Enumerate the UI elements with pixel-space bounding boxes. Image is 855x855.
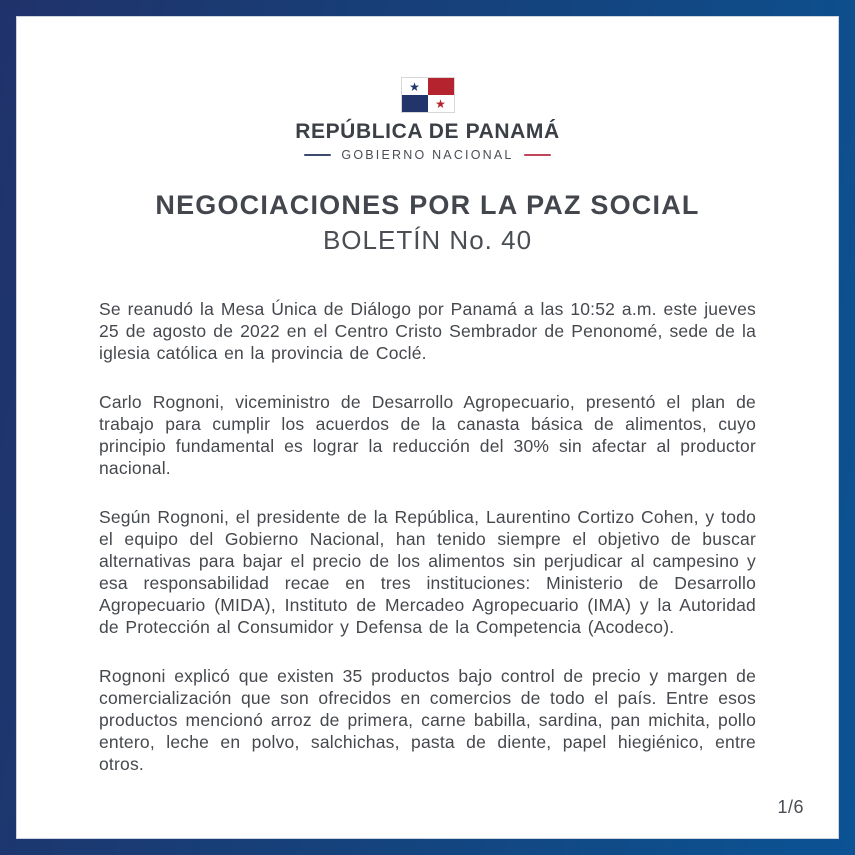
government-crest: [99, 77, 756, 162]
panama-flag-grid: [402, 78, 454, 112]
org-subtitle: GOBIERNO NACIONAL: [341, 148, 514, 162]
flag-quadrant-blue: [402, 95, 428, 112]
paragraph-4: Rognoni explicó que existen 35 productos bajo control de precio y margen de comercialización que son ofrecidos en comercios de todo el país. Entre esos productos mencionó arroz de primera, carne babilla, sardina, pan michita, pollo entero, leche en polvo, salchichas, pasta de diente, papel hiegiénico, entre otros.: [99, 666, 756, 774]
document-subtitle: BOLETÍN No. 40: [322, 225, 533, 255]
org-name: REPÚBLICA DE PANAMÁ: [295, 120, 560, 143]
paragraph-3: Según Rognoni, el presidente de la República, Laurentino Cortizo Cohen, y todo el equipo del Gobierno Nacional, han tenido siempre el objetivo de buscar alternativas para bajar el precio de los alimentos sin perjudicar al campesino y esa responsabilidad recae en tres instituciones: Ministerio de Desarrollo Agropecuario (MIDA), Instituto de Mercadeo Agropecuario (IMA) y la Autoridad de Protección al Consumidor y Defensa de la Competencia (Acodeco).: [99, 507, 756, 637]
bulletin-content: [17, 17, 838, 838]
paragraph-2: Carlo Rognoni, viceministro de Desarrollo Agropecuario, presentó el plan de trabajo para cumplir los acuerdos de la canasta básica de alimentos, cuyo principio fundamental es lograr la reducción del 30% sin afectar al productor nacional.: [99, 392, 756, 478]
document-title: NEGOCIACIONES POR LA PAZ SOCIAL: [155, 190, 700, 220]
page-indicator: 1/6: [777, 797, 804, 817]
bulletin-body: [99, 298, 756, 775]
bulletin-page: [16, 16, 839, 839]
right-dash-divider: [524, 154, 551, 156]
title-block: [99, 189, 756, 258]
flag-quadrant-white-red-star: [428, 95, 454, 112]
red-star-icon: ★: [435, 96, 446, 111]
flag-quadrant-red: [428, 78, 454, 95]
panama-flag-icon: [401, 77, 455, 113]
left-dash-divider: [304, 154, 331, 156]
blue-star-icon: ★: [409, 79, 420, 94]
flag-quadrant-white-blue-star: [402, 78, 428, 95]
paragraph-1: Se reanudó la Mesa Única de Diálogo por Panamá a las 10:52 a.m. este jueves 25 de agosto de 2022 en el Centro Cristo Sembrador de Penonomé, sede de la iglesia católica en la provincia de Coclé.: [99, 299, 756, 363]
org-subtitle-row: [99, 148, 756, 162]
